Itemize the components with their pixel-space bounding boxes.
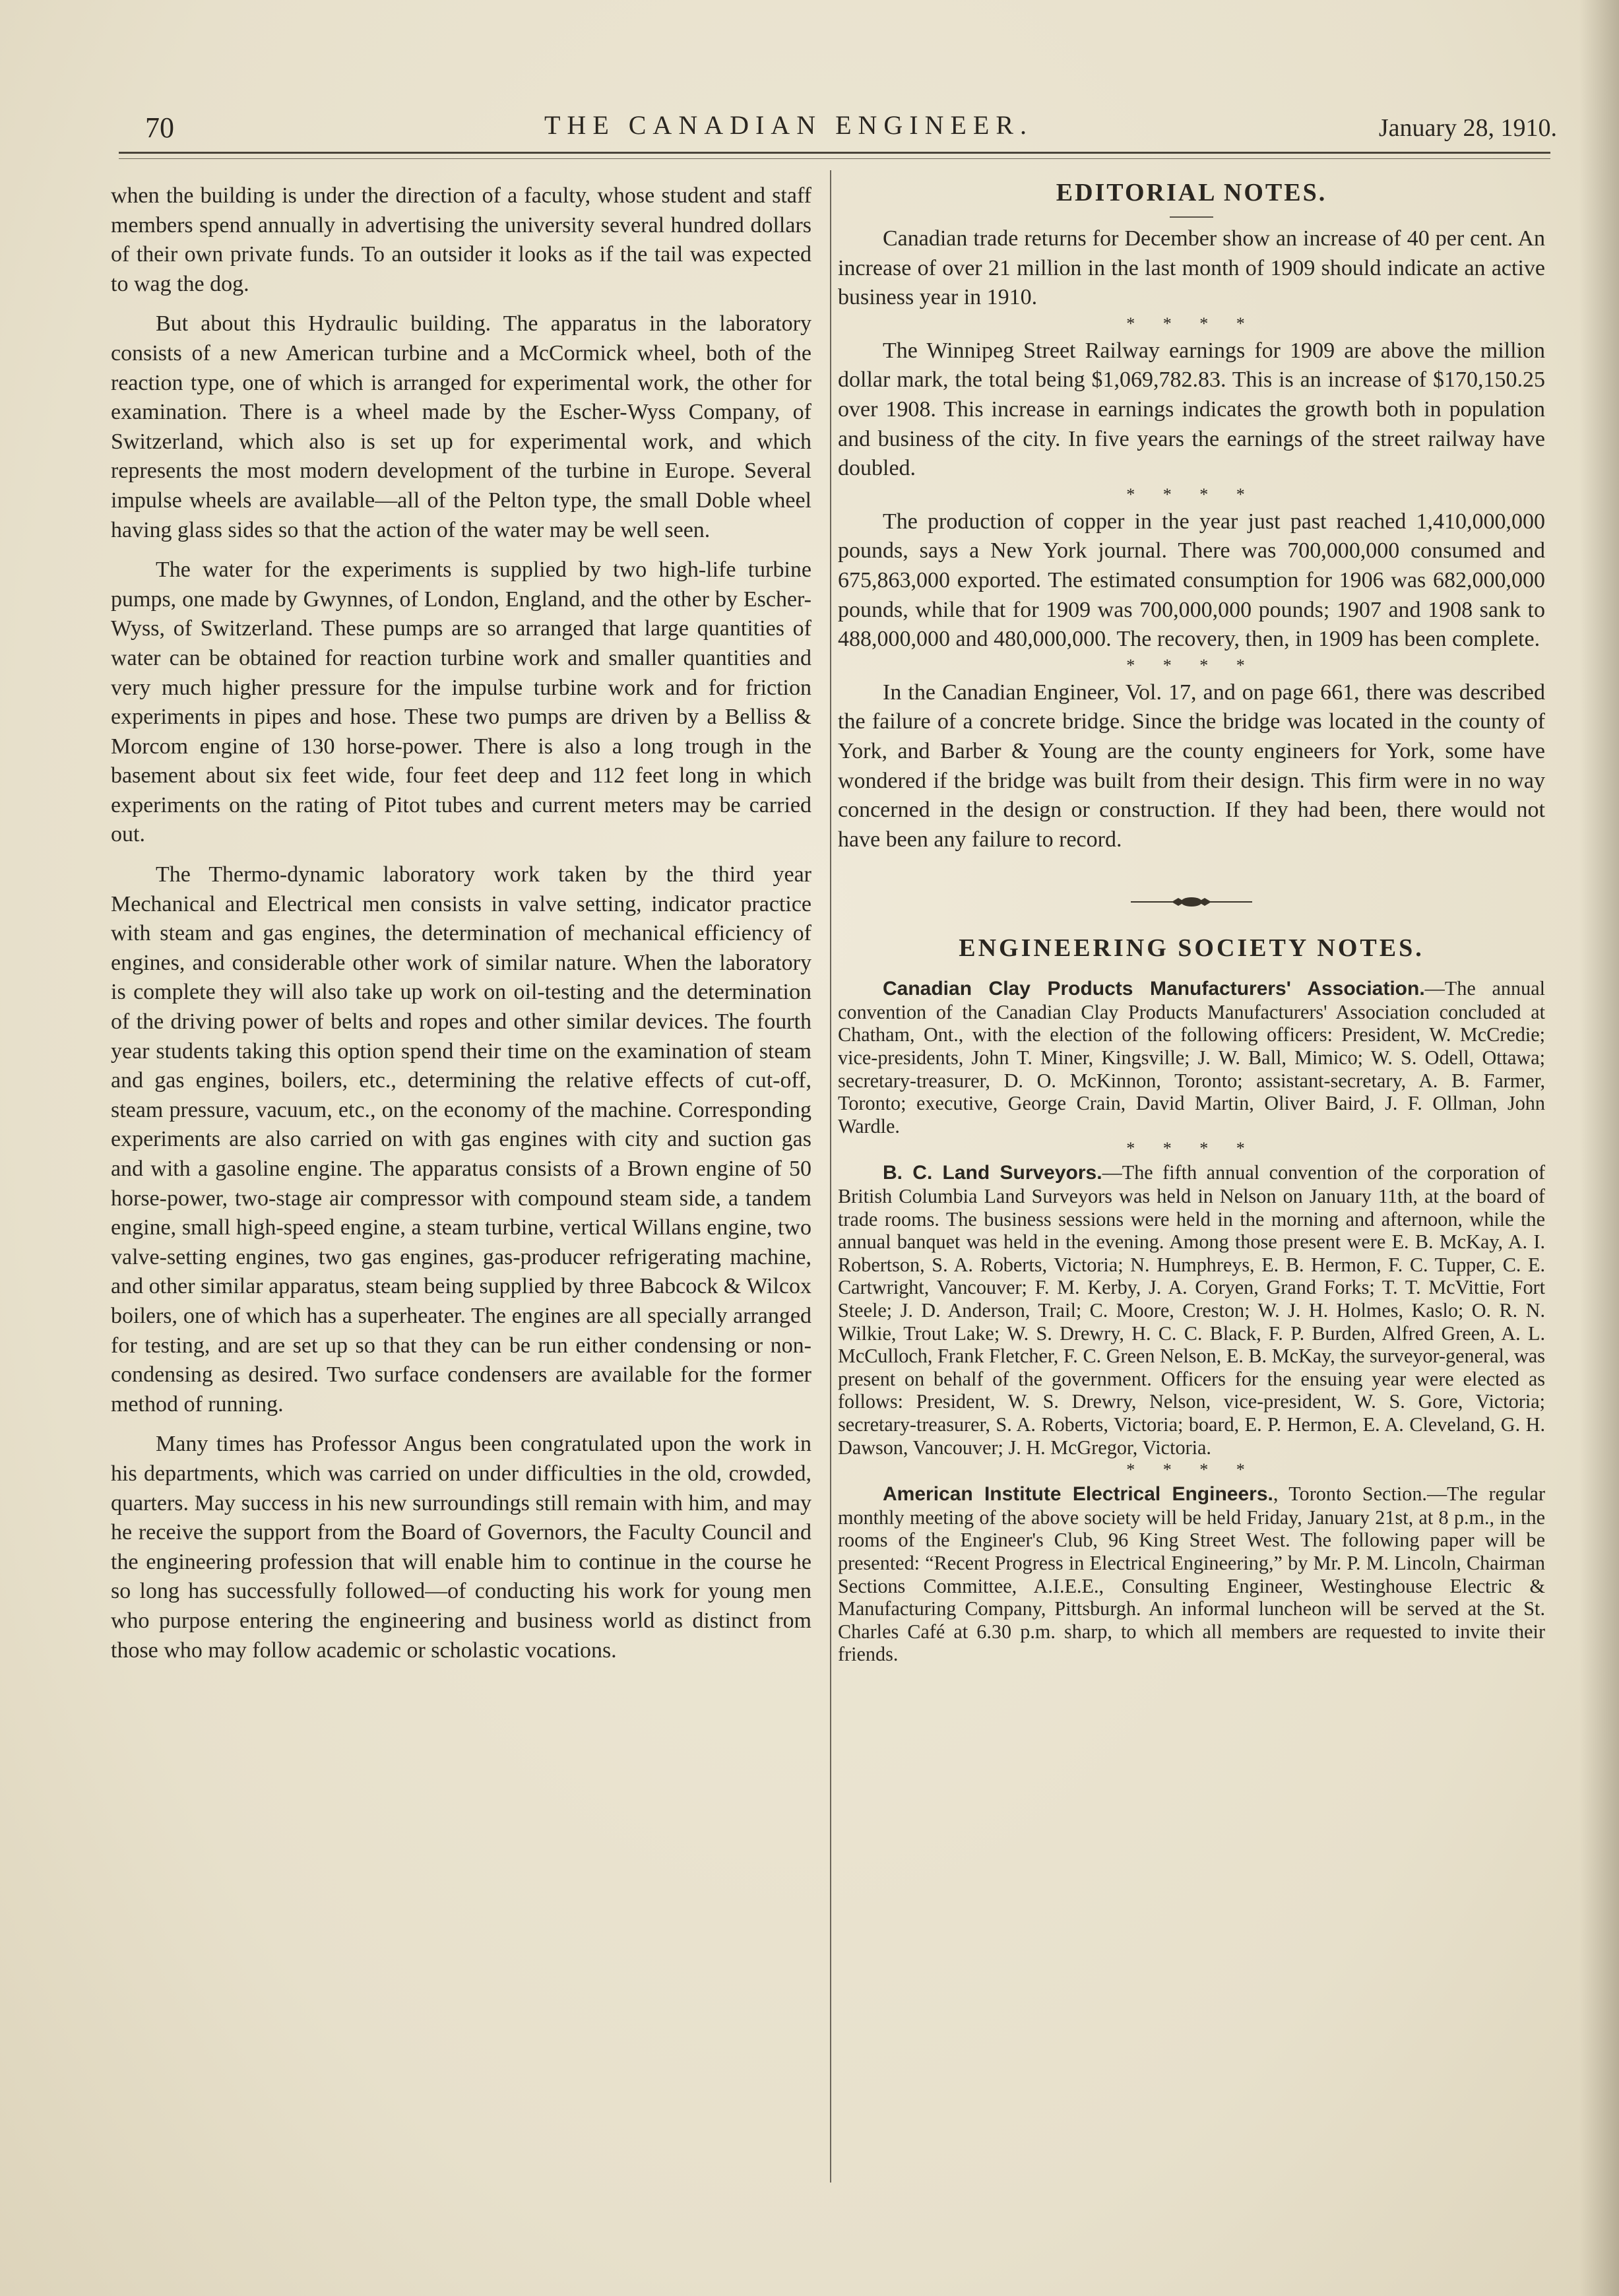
article-paragraph: when the building is under the direction of a faculty, whose student and staff members spend annually in advertising the university several hundred dollars of their own private funds. To an outsider it looks as if the tail was expected to wag the dog. (111, 183, 811, 296)
right-column (838, 178, 1545, 1666)
binding-shadow (1579, 0, 1619, 2296)
society-note-text: —The annual convention of the Canadian Clay Products Manufacturers' Association concluded at Chatham, Ont., with the election of the following officers: President, W. McCredie; vice-presidents, John T. Miner, Kingsville; J. W. Ball, Mimico; W. S. Odell, Ottawa; secretary-treasurer, D. O. McKinnon, Toronto; assistant-secretary, A. B. Farmer, Toronto; executive, George Crain, David Martin, Oliver Baird, J. F. Ollman, John Wardle. (838, 977, 1546, 1137)
editorial-paragraph: The production of copper in the year just past reached 1,410,000,000 pounds, says a New York journal. There was 700,000,000 consumed and 675,863,000 exported. The estimated consumption for 1906 was 682,000,000 pounds, while that for 1909 was 700,000,000 pounds; 1907 and 1908 sank to 488,000,000 and 480,000,000. The recovery, then, in 1909 has been complete. (838, 509, 1545, 652)
editorial-paragraph: The Winnipeg Street Railway earnings for 1909 are above the million dollar mark, the total being $1,069,782.83. This is an increase of $170,150.25 over 1908. This increase in earnings indicates the growth both in population and business of the city. In five years the earnings of the street railway have doubled. (838, 338, 1545, 481)
article-paragraph: But about this Hydraulic building. The apparatus in the laboratory consists of a new American turbine and a McCormick wheel, both of the reaction type, one of which is arranged for experimental work, the other for examination. There is a wheel made by the Escher-Wyss Company, of Switzerland, which also is set up for experimental work, and which represents the most modern development of the turbine in Europe. Several impulse wheels are available—all of the Pelton type, the small Doble wheel having glass sides so that the action of the water may be well seen. (111, 311, 811, 542)
running-header (145, 106, 1557, 152)
column-divider (830, 170, 831, 2183)
header-rule (119, 152, 1550, 154)
society-notes-heading: ENGINEERING SOCIETY NOTES. (959, 934, 1424, 963)
society-note (838, 1483, 1545, 1666)
section-separator: * * * * (1126, 1460, 1257, 1480)
article-paragraph: The water for the experiments is supplied by two high-life turbine pumps, one made by Gwynnes, of London, England, and the other by Escher-Wyss, of Switzerland. These pumps are so arranged that large quantities of water can be obtained for reaction turbine work and smaller quantities and very much higher pressure for the impulse turbine work and for friction experiments in pipes and hose. These two pumps are driven by a Belliss & Morcom engine of 130 horse-power. There is also a long trough in the basement about six feet wide, four feet deep and 112 feet long in which experiments on the rating of Pitot tubes and current meters may be carried out. (111, 558, 811, 847)
society-note (838, 977, 1545, 1137)
heading-rule (1170, 216, 1213, 218)
society-note-text: —The fifth annual convention of the corporation of British Columbia Land Surveyors was held in Nelson on January 11th, at the board of trade rooms. The business sessions were held in the morning and afternoon, while the annual banquet was held in the evening. Among those present were E. B. McKay, A. I. Robertson, S. A. Roberts, Victoria; N. Humphreys, E. B. Hermon, F. C. Tupper, C. E. Cartwright, Vancouver; F. M. Kerby, J. A. Coryen, Grand Forks; T. T. McVittie, Fort Steele; J. D. Anderson, Trail; C. Moore, Creston; W. J. H. Holmes, Kaslo; O. R. N. Wilkie, Trout Lake; W. S. Drewry, H. C. C. Black, F. P. Burden, Alfred Green, A. L. McCulloch, Frank Fletcher, F. C. Green Nelson, E. B. McKay, the surveyor-general, was present on behalf of the government. Officers for the ensuing year were elected as follows: President, W. S. Drewry, Nelson, vice-president, W. S. Gore, Victoria; secretary-treasurer, S. A. Roberts, Victoria; board, E. P. Hermon, E. A. Cleveland, G. H. Dawson, Vancouver; J. H. McGregor, Victoria. (838, 1161, 1546, 1459)
section-separator: * * * * (1126, 484, 1257, 504)
article-paragraph: The Thermo-dynamic laboratory work taken by the third year Mechanical and Electrical men consists in valve setting, indicator practice with steam and gas engines, the determination of mechanical efficiency of engines, and considerable other work of similar nature. When the laboratory is complete they will also take up work on oil-testing and the determination of the driving power of belts and ropes and other similar devices. The fourth year students taking this option spend their time on the examination of steam and gas engines, boilers, etc., determining the relative effects of cut-off, steam pressure, vacuum, etc., on the economy of the machine. Corresponding experiments are also carried on with gas engines with city and suction gas and with a gasoline engine. The apparatus consists of a Brown engine of 50 horse-power, two-stage air compressor with compound steam side, a tandem engine, small high-speed engine, a steam turbine, vertical Willans engine, two valve-setting engines, two gas engines, gas-producer refrigerating machine, and other similar apparatus, steam being supplied by three Babcock & Wilcox boilers, one of which has a superheater. The engines are all specially arranged for testing, and are set up so that they can be run either condensing or non-condensing as desired. Two surface condensers are available for the former method of running. (111, 862, 811, 1417)
article-paragraph: Many times has Professor Angus been congratulated upon the work in his departments, which was carried on under difficulties in the old, crowded, quarters. May success in his new surroundings still remain with him, and may he receive the support from the Board of Governors, the Faculty Council and the engineering profession that will enable him to continue in the course he so long has successfully followed—of conducting his work for young men who purpose entering the engineering and business world as distinct from those who may follow academic or scholastic vocations. (111, 1432, 811, 1663)
society-note-lead: Canadian Clay Products Manufacturers' Association. (883, 978, 1425, 1000)
section-separator: * * * * (1126, 313, 1257, 333)
society-note-lead: American Institute Electrical Engineers. (883, 1483, 1273, 1506)
society-note (838, 1161, 1545, 1459)
left-column (111, 181, 811, 1665)
society-note-text: , Toronto Section.—The regular monthly meeting of the above society will be held Friday, January 21st, at 8 p.m., in the rooms of the Engineer's Club, 96 King Street West. The following paper will be presented: “Recent Progress in Electrical Engineering,” by Mr. P. M. Lincoln, Chairman Sections Committee, A.I.E.E., Consulting Engineer, Westinghouse Electric & Manufacturing Company, Pittsburgh. An informal luncheon will be served at the St. Charles Café at 6.30 p.m. sharp, to which all members are requested to invite their friends. (838, 1483, 1545, 1666)
editorial-notes-heading: EDITORIAL NOTES. (1056, 179, 1327, 207)
publication-title: THE CANADIAN ENGINEER. (544, 110, 1034, 140)
section-separator: * * * * (1126, 655, 1257, 675)
society-note-lead: B. C. Land Surveyors. (883, 1162, 1102, 1184)
ornament-divider-icon (1126, 894, 1257, 910)
section-separator: * * * * (1126, 1139, 1257, 1159)
issue-date: January 28, 1910. (1378, 114, 1557, 142)
editorial-paragraph: In the Canadian Engineer, Vol. 17, and on page 661, there was described the failure of a concrete bridge. Since the bridge was located in the county of York, and Barber & Young are the county engineers for York, some have wondered if the bridge was built from their design. This firm were in no way concerned in the design or construction. If they had been, there would not have been any failure to record. (838, 680, 1545, 852)
page-number: 70 (145, 112, 174, 144)
editorial-paragraph: Canadian trade returns for December show an increase of 40 per cent. An increase of over 21 million in the last month of 1909 should indicate an active business year in 1910. (838, 226, 1545, 310)
header-rule-thin (119, 158, 1550, 159)
